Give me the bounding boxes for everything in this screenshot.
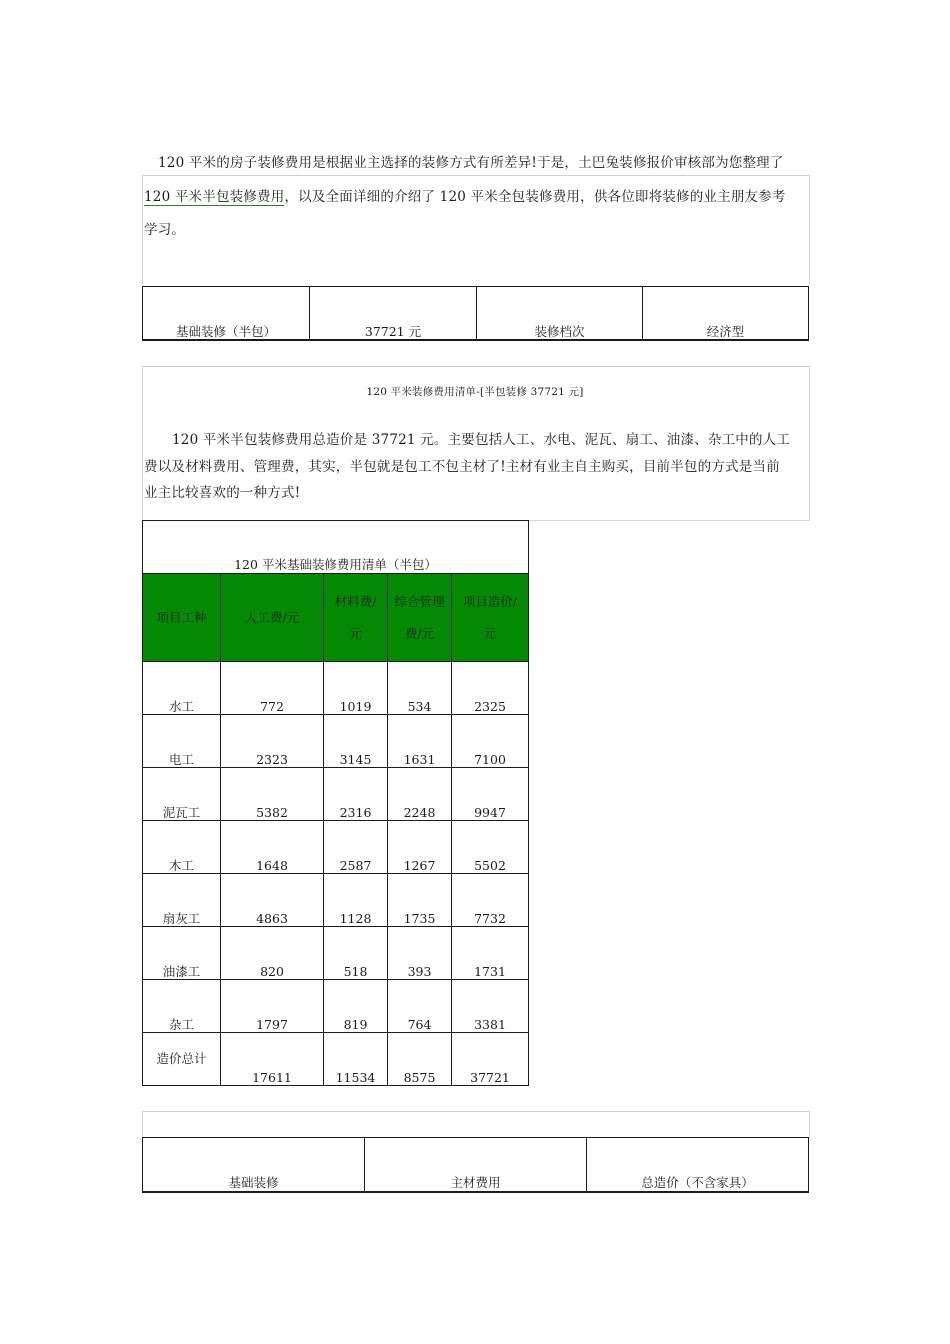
table-row xyxy=(143,821,529,874)
cell-material: 3145 xyxy=(324,715,388,768)
cell-labor: 1797 xyxy=(221,980,324,1033)
cell-mgmt: 393 xyxy=(388,927,452,980)
cell-trade: 杂工 xyxy=(143,980,221,1033)
summary-cell-price: 37721 元 xyxy=(310,287,477,340)
total-row-labor: 17611 xyxy=(221,1033,324,1086)
summary-table xyxy=(142,286,809,341)
half-package-cost-link[interactable]: 120 平米半包装修费用 xyxy=(144,189,285,205)
cell-trade: 扇灰工 xyxy=(143,874,221,927)
cell-total: 9947 xyxy=(452,768,529,821)
intro-line-3: 学习。 xyxy=(144,222,186,238)
header-material: 材料费/ 元 xyxy=(324,574,388,662)
cell-mgmt: 1267 xyxy=(388,821,452,874)
header-total: 项目造价/ 元 xyxy=(452,574,529,662)
cell-total: 3381 xyxy=(452,980,529,1033)
total-row-management: 8575 xyxy=(388,1033,452,1086)
section2-line-2: 费以及材料费用、管理费，其实，半包就是包工不包主材了!主材有业主自主购买，目前半包的方式是当前 xyxy=(144,459,780,475)
summary-cell-type: 基础装修（半包） xyxy=(143,287,310,340)
cell-labor: 1648 xyxy=(221,821,324,874)
cell-labor: 2323 xyxy=(221,715,324,768)
cell-mgmt: 1735 xyxy=(388,874,452,927)
section2-heading: 120 平米装修费用清单-[半包装修 37721 元] xyxy=(366,386,584,398)
table-row xyxy=(143,715,529,768)
intro-line-2 xyxy=(144,185,786,205)
section2-line-1: 120 平米半包装修费用总造价是 37721 元。主要包括人工、水电、泥瓦、扇工、油漆、杂工中的人工 xyxy=(172,432,791,448)
cell-mgmt: 1631 xyxy=(388,715,452,768)
cell-total: 7732 xyxy=(452,874,529,927)
cell-mgmt: 2248 xyxy=(388,768,452,821)
intro-line-2-rest: ，以及全面详细的介绍了 120 平米全包装修费用，供各位即将装修的业主朋友参考 xyxy=(284,189,786,205)
intro-line-1: 120 平米的房子装修费用是根据业主选择的装修方式有所差异!于是，土巴兔装修报价审核部为您整理了 xyxy=(158,155,784,171)
cell-total: 1731 xyxy=(452,927,529,980)
cost-table xyxy=(142,520,529,1086)
cell-trade: 泥瓦工 xyxy=(143,768,221,821)
cell-mgmt: 534 xyxy=(388,662,452,715)
cost-table-title: 120 平米基础装修费用清单（半包） xyxy=(143,521,529,574)
cell-labor: 772 xyxy=(221,662,324,715)
cell-material: 2587 xyxy=(324,821,388,874)
cell-material: 518 xyxy=(324,927,388,980)
cell-trade: 油漆工 xyxy=(143,927,221,980)
cell-mgmt: 764 xyxy=(388,980,452,1033)
summary-cell-grade: 经济型 xyxy=(643,287,809,340)
header-trade: 项目工种 xyxy=(143,574,221,662)
cell-total: 7100 xyxy=(452,715,529,768)
bottom-table xyxy=(142,1137,809,1193)
cell-material: 1019 xyxy=(324,662,388,715)
total-row-total: 37721 xyxy=(452,1033,529,1086)
section2-line-3: 业主比较喜欢的一种方式! xyxy=(144,485,301,501)
bottom-cell-basic: 基础装修 xyxy=(143,1138,365,1192)
summary-cell-grade-label: 装修档次 xyxy=(477,287,643,340)
table-row xyxy=(143,874,529,927)
cell-trade: 电工 xyxy=(143,715,221,768)
cell-labor: 5382 xyxy=(221,768,324,821)
bottom-box xyxy=(142,1111,810,1138)
table-row xyxy=(143,980,529,1033)
cell-material: 2316 xyxy=(324,768,388,821)
header-labor: 人工费/元 xyxy=(221,574,324,662)
header-management: 综合管理 费/元 xyxy=(388,574,452,662)
cell-total: 2325 xyxy=(452,662,529,715)
total-row-material: 11534 xyxy=(324,1033,388,1086)
cell-labor: 820 xyxy=(221,927,324,980)
cell-trade: 木工 xyxy=(143,821,221,874)
cell-total: 5502 xyxy=(452,821,529,874)
bottom-cell-materials: 主材费用 xyxy=(365,1138,587,1192)
cell-material: 819 xyxy=(324,980,388,1033)
table-row xyxy=(143,927,529,980)
cell-trade: 水工 xyxy=(143,662,221,715)
cell-labor: 4863 xyxy=(221,874,324,927)
table-row xyxy=(143,768,529,821)
total-row-label: 造价总计 xyxy=(143,1033,221,1086)
cell-material: 1128 xyxy=(324,874,388,927)
bottom-cell-total: 总造价（不含家具） xyxy=(587,1138,809,1192)
table-row xyxy=(143,662,529,715)
